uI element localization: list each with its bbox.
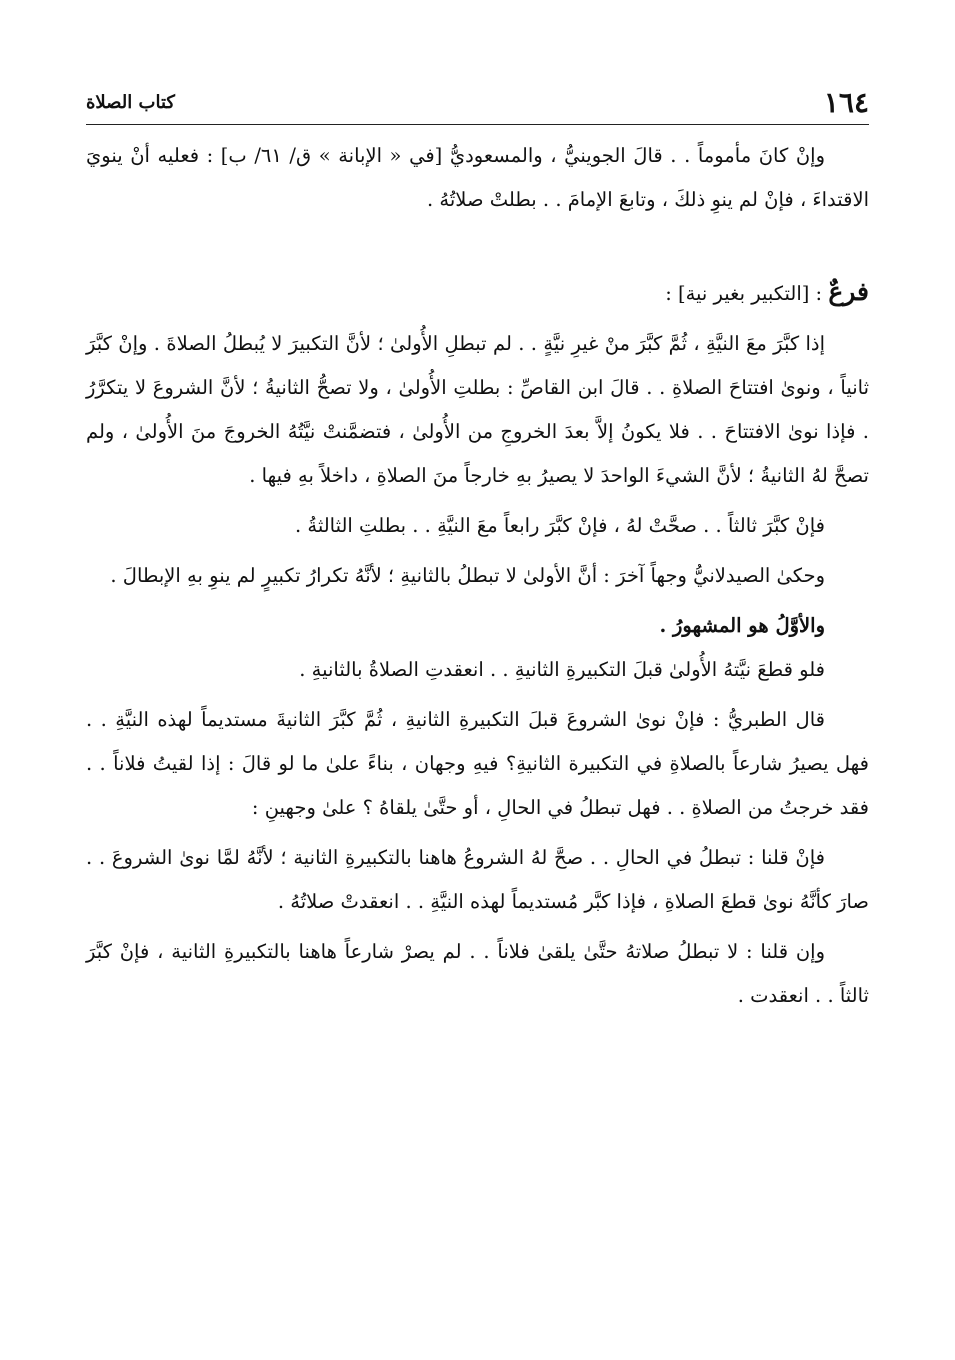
paragraph-4: وحكىٰ الصيدلانيُّ وجهاً آخرَ : أنَّ الأولىٰ لا تبطلُ بالثانيةِ ؛ لأنَّهُ تكرارُ تكبيرٍ لم ينوِ بهِ الإبطالَ .	[110, 564, 825, 587]
paragraph-1: وإنْ كانَ مأموماً . . قالَ الجوينيُّ ، والمسعوديُّ [في « الإبانة » ق/ ٦١/ ب] : فعليه أنْ ينويَ الاقتداءَ ، فإنْ لم ينوِ ذلكَ ، وتابعَ الإمامَ . . بطلتْ صلاتُهُ .	[86, 144, 869, 211]
section-heading	[86, 270, 869, 316]
paragraph-3: فإنْ كبَّرَ ثالثاً . . صحَّتْ لهُ ، فإنْ كبَّرَ رابعاً معَ النيَّةِ . . بطلتِ الثالثةُ .	[294, 514, 825, 537]
paragraph-6: فلو قطعَ نيَّتهُ الأُولىٰ قبلَ التكبيرةِ الثانيةِ . . انعقدتِ الصلاةُ بالثانيةِ .	[299, 658, 825, 681]
paragraph-8: فإنْ قلنا : تبطلُ في الحالِ . . صحَّ لهُ الشروعُ هاهنا بالتكبيرةِ الثانية ؛ لأنَّهُ لمَّا نوىٰ الشروعَ . . صارَ كأنَّهُ نوىٰ قطعَ الصلاةِ ، فإذا كبَّر مُستديماً لهذه النيَّةِ . . انعقدتْ صلاتُهُ .	[86, 846, 869, 913]
book-title: كتاب الصلاة	[86, 92, 175, 113]
section-title: : [التكبير بغير نية] :	[665, 282, 829, 305]
header-rule	[86, 124, 869, 125]
paragraph-7: قال الطبريُّ : فإنْ نوىٰ الشروعَ قبلَ التكبيرةِ الثانيةِ ، ثُمَّ كبَّرَ الثانيةَ مستديماً لهذه النيَّةِ . . فهل يصيرُ شارعاً بالصلاةِ في التكبيرة الثانيةِ؟ فيهِ وجهان ، بناءً علىٰ ما لو قالَ : إذا لقيتُ فلاناً . . فقد خرجتُ من الصلاةِ . . فهل تبطلُ في الحالِ ، أو حتَّىٰ يلقاهُ ؟ علىٰ وجهينِ :	[86, 708, 869, 819]
running-header	[86, 82, 869, 122]
section-label: فرعٌ	[828, 277, 869, 306]
page-body	[86, 134, 869, 1018]
paragraph-2: إذا كبَّرَ معَ النيَّةِ ، ثُمَّ كبَّرَ منْ غيرِ نيَّةٍ . . لم تبطلِ الأُولىٰ ؛ لأنَّ التكبيرَ لا يُبطلُ الصلاةَ . وإنْ كبَّرَ ثانياً ، ونوىٰ افتتاحَ الصلاةِ . . قالَ ابن القاصِّ : بطلتِ الأُولىٰ ، ولا تصحُّ الثانيةُ ؛ لأنَّ الشروعَ لا يتكرَّرُ . فإذا نوىٰ الافتتاحَ . . فلا يكونُ إلاَّ بعدَ الخروجِ من الأُولىٰ ، فتضمَّنتْ نيَّتُهُ الخروجَ منَ الأُولىٰ ، ولم تصحَّ لهُ الثانيةُ ؛ لأنَّ الشيءَ الواحدَ لا يصيرُ بهِ خارجاً منَ الصلاةِ ، داخلاً بهِ فيها .	[86, 332, 869, 487]
page-number: ١٦٤	[823, 86, 869, 119]
paragraph-9: وإن قلنا : لا تبطلُ صلاتهُ حتَّىٰ يلقىٰ فلاناً . . لم يصرْ شارعاً هاهنا بالتكبيرةِ الثانية ، فإنْ كبَّرَ ثالثاً . . انعقدت .	[86, 940, 869, 1007]
paragraph-5: والأوَّلُ هو المشهورُ .	[659, 614, 825, 637]
